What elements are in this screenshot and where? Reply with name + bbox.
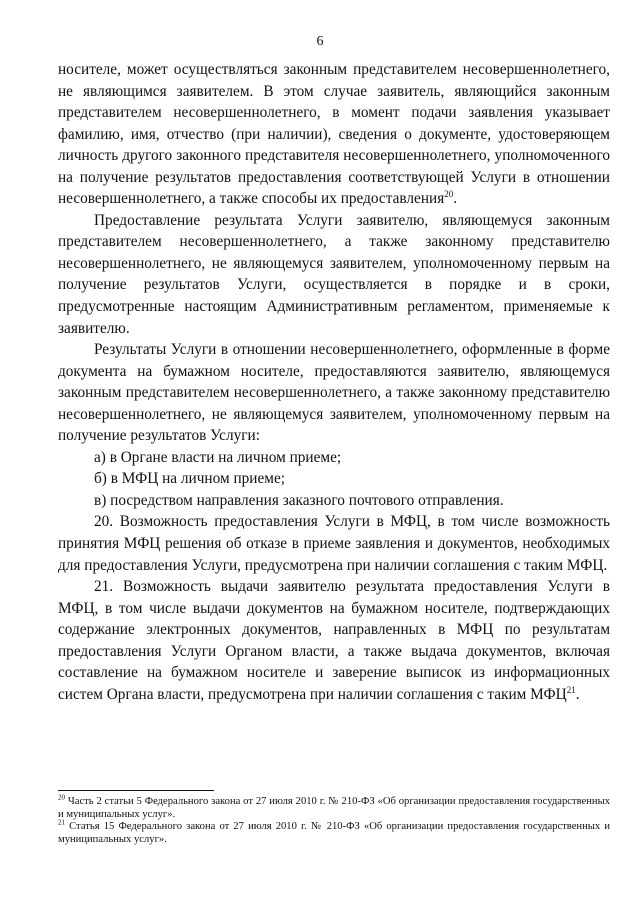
footnote-marker: 20	[58, 793, 65, 802]
footnote-text: Часть 2 статьи 5 Федерального закона от 27 июля 2010 г. № 210-ФЗ «Об организации предоставления государственных и муниципальных услуг».	[58, 796, 610, 820]
footnote-marker: 21	[58, 818, 65, 827]
paragraph-item-21	[58, 576, 610, 705]
footnote-divider	[58, 790, 214, 791]
paragraph-paper-results: Результаты Услуги в отношении несовершеннолетнего, оформленные в форме документа на бумажном носителе, предоставляются заявителю, являющемуся законным представителем несовершеннолетнего, а также законному представителю несовершеннолетнего, не являющемуся заявителем, уполномоченному первым на получение результатов Услуги:	[58, 341, 610, 445]
paragraph-continuation	[58, 59, 610, 210]
paragraph-punctuation: .	[453, 190, 458, 208]
footnote-reference-21[interactable]: 21	[566, 684, 576, 695]
footnote-21	[58, 818, 610, 846]
footnotes-section	[58, 793, 610, 846]
paragraph-text: 21. Возможность выдачи заявителю результата предоставления Услуги в МФЦ, в том числе выдачи документов на бумажном носителе, подтверждающих содержание электронных документов, направленных в МФЦ по результатам предоставления Услуги Органом власти, а также выдача документов, включая составление на бумажном носителе и заверение выписок из информационных систем Органа власти, предусмотрена при наличии соглашения с таким МФЦ	[58, 578, 610, 703]
paragraph-item-20: 20. Возможность предоставления Услуги в МФЦ, в том числе возможность принятия МФЦ решения об отказе в приеме заявления и документов, необходимых для предоставления Услуги, предусмотрена при наличии соглашения с таким МФЦ.	[58, 513, 610, 574]
list-item-c: в) посредством направления заказного почтового отправления.	[94, 491, 504, 509]
footnote-text: Статья 15 Федерального закона от 27 июля 2010 г. № 210-ФЗ «Об организации предоставления государственных и муниципальных услуг».	[58, 821, 610, 845]
document-body	[58, 59, 610, 705]
paragraph-result-provision: Предоставление результата Услуги заявителю, являющемуся законным представителем несовершеннолетнего, а также законному представителю несовершеннолетнего, не являющемуся заявителем, уполномоченному первым на получение результатов Услуги, осуществляется в порядке и в сроки, предусмотренные настоящим Административным регламентом, применяемые к заявителю.	[58, 211, 610, 337]
footnote-reference-20[interactable]: 20	[444, 189, 454, 200]
paragraph-punctuation: .	[575, 685, 580, 703]
page-number: 6	[316, 34, 324, 49]
list-item-b: б) в МФЦ на личном приеме;	[94, 470, 285, 488]
paragraph-text: носителе, может осуществляться законным представителем несовершеннолетнего, не являющимся заявителем. В этом случае заявитель, являющийся законным представителем несовершеннолетнего, в момент подачи заявления указывает фамилию, имя, отчество (при наличии), сведения о документе, удостоверяющем личность другого законного представителя несовершеннолетнего, уполномоченного на получение результатов предоставления соответствующей Услуги в отношении несовершеннолетнего, а также способы их предоставления	[58, 61, 610, 208]
footnote-20	[58, 793, 610, 821]
list-item-a: а) в Органе власти на личном приеме;	[94, 448, 342, 466]
